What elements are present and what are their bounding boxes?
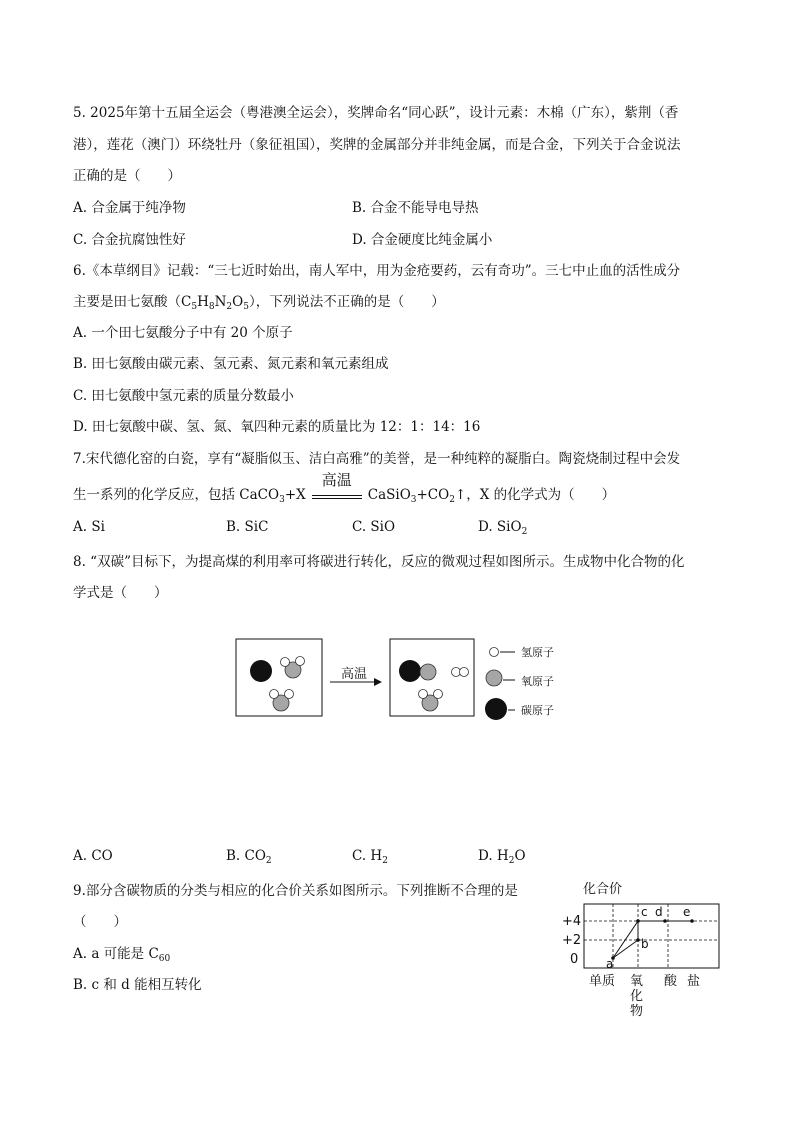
q8-stem-line1: 8. “双碳”目标下，为提高煤的利用率可将碳进行转化，反应的微观过程如图所示。生成物中化合物的化 <box>73 554 685 570</box>
figure-ylabel: 化合价 <box>583 882 623 897</box>
oxygen-atom <box>420 664 436 680</box>
q6-option-c: C. 田七氨酸中氢元素的质量分数最小 <box>73 388 294 404</box>
q8-stem-line2: 学式是（ ） <box>73 585 168 601</box>
xcat-oxide-char3: 物 <box>630 1004 644 1018</box>
legend-oxygen-atom <box>486 670 502 686</box>
q7-option-c: C. SiO <box>352 519 396 535</box>
hydrogen-atom <box>285 690 294 699</box>
hydrogen-atom <box>419 690 428 699</box>
hydrogen-atom <box>281 658 290 667</box>
q5-stem-line2: 港），莲花（澳门）环绕牡丹（象征祖国），奖牌的金属部分并非纯金属，而是合金，下列关于合金说法 <box>73 137 681 153</box>
q5-stem-line1: 5. 2025年第十五届全运会（粤港澳全运会），奖牌命名“同心跃”，设计元素：木棉（广东），紫荆（香 <box>73 105 679 121</box>
reaction-condition-label: 高温 <box>321 471 352 489</box>
q5-option-c: C. 合金抗腐蚀性好 <box>73 232 186 248</box>
q6-option-b: B. 田七氨酸由碳元素、氢元素、氮元素和氧元素组成 <box>73 356 389 372</box>
point-c: c <box>641 905 648 919</box>
ytick-plus2: +2 <box>562 933 582 948</box>
legend-carbon-atom <box>485 698 507 720</box>
xcat-oxide-char2: 化 <box>630 989 644 1004</box>
carbon-atom <box>399 660 421 682</box>
q6-stem-line2: 主要是田七氨酸$(C_5H_8N_2O_5)$，下列说法不正确的是（ ） <box>73 294 445 312</box>
reaction-microscopic-diagram <box>230 632 590 727</box>
point-a: a <box>606 957 614 971</box>
xcat-salt: 盐 <box>687 974 701 989</box>
hydrogen-atom <box>434 690 443 699</box>
figure-frame <box>584 904 719 968</box>
q6-option-d: D. 田七氨酸中碳、氢、氮、氧四种元素的质量比为 12：1：14：16 <box>73 419 481 435</box>
q5-option-b: B. 合金不能导电导热 <box>352 200 479 216</box>
ytick-plus4: +4 <box>562 914 582 929</box>
q5-option-d: D. 合金硬度比纯金属小 <box>352 232 493 248</box>
q8-option-c: C. $H_2$ <box>352 848 388 866</box>
q5-stem-line3: 正确的是（ ） <box>73 168 181 184</box>
q8-option-a: A. CO <box>73 848 113 864</box>
q9-stem-line1: 9.部分含碳物质的分类与相应的化合价关系如图所示。下列推断不合理的是 <box>73 883 518 899</box>
q9-option-b: B. c 和 d 能相互转化 <box>73 977 202 993</box>
valence-category-figure <box>560 876 730 1018</box>
hydrogen-atom <box>270 690 279 699</box>
arrow-condition-label: 高温 <box>340 667 368 682</box>
hydrogen-atom <box>296 657 305 666</box>
legend-carbon-label: 碳原子 <box>521 704 554 717</box>
q8-option-b: B. $CO_2$ <box>226 848 272 866</box>
q8-option-d: D. $H_2O$ <box>478 848 526 866</box>
carbon-atom <box>250 660 272 682</box>
legend-oxygen-label: 氧原子 <box>521 675 554 688</box>
q7-option-a: A. Si <box>73 519 105 535</box>
point-b: b <box>641 937 649 951</box>
reaction-condition-equals <box>312 471 362 499</box>
xcat-elemental: 单质 <box>589 974 616 989</box>
ytick-zero: 0 <box>570 952 579 967</box>
q7-option-b: B. SiC <box>226 519 269 535</box>
q6-stem-line1: 6.《本草纲目》记载：“三七近时始出，南人军中，用为金疮要药，云有奇功”。三七中止血的活性成分 <box>73 263 681 279</box>
point-d: d <box>655 905 663 919</box>
q6-option-a: A. 一个田七氨酸分子中有 20 个原子 <box>73 325 293 341</box>
q7-stem-line2: 生一系列的化学反应，包括 CaCO$_3$+X 高温 $CaSiO_3+CO_2↑$，X 的化学式为（ ） <box>73 471 616 505</box>
q5-option-a: A. 合金属于纯净物 <box>73 200 186 216</box>
q9-option-a: A. a 可能是 $C_{60}$ <box>73 946 171 964</box>
point-e: e <box>683 905 691 919</box>
q7-option-d: D. SiO$_2$ <box>478 519 528 537</box>
legend-hydrogen-atom <box>490 648 499 657</box>
q7-stem-line1: 7.宋代德化窑的白瓷，享有“凝脂似玉、洁白高雅”的美誉，是一种纯粹的凝脂白。陶瓷烧制过程中会发 <box>73 451 681 467</box>
xcat-oxide-char1: 氧 <box>630 974 644 989</box>
xcat-acid: 酸 <box>664 974 678 989</box>
hydrogen-atom <box>460 668 469 677</box>
legend-hydrogen-label: 氢原子 <box>521 646 554 659</box>
q9-stem-line2: （ ） <box>73 914 127 930</box>
